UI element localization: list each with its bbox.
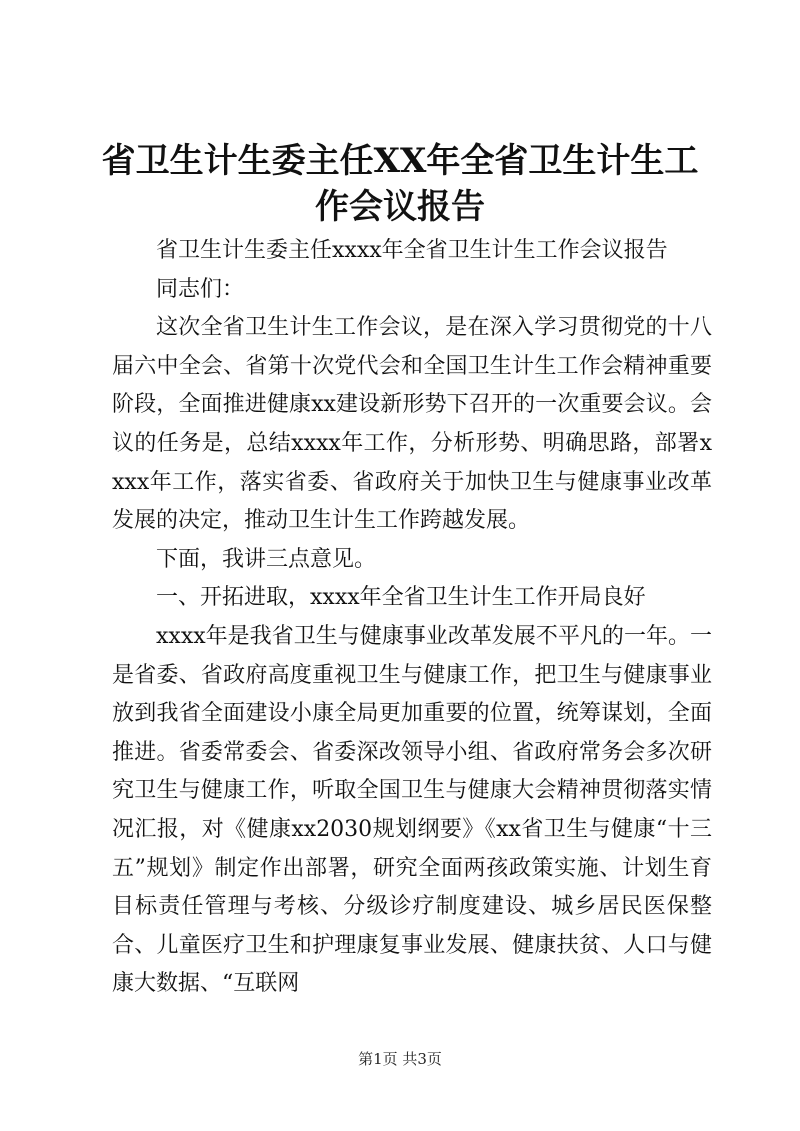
- paragraph-subtitle: 省卫生计生委主任xxxx年全省卫生计生工作会议报告: [156, 238, 668, 263]
- paragraph-salutation: 同志们：: [156, 276, 245, 302]
- document-body: [112, 232, 712, 1004]
- section-heading-one: 一、开拓进取，xxxx年全省卫生计生工作开局良好: [156, 585, 646, 611]
- page-footer: 第1页 共3页: [358, 1050, 442, 1068]
- paragraph-intro: 这次全省卫生计生工作会议，是在深入学习贯彻党的十八届六中全会、省第十次党代会和全国卫生计生工作会精神重要阶段，全面推进健康xx建设新形势下召开的一次重要会议。会议的任务是，总结xxxx年工作，分析形势、明确思路，部署xxxx年工作，落实省委、省政府关于加快卫生与健康事业改革发展的决定，推动卫生计生工作跨越发展。: [112, 315, 712, 534]
- document-title: 省卫生计生委主任XX年全省卫生计生工作会议报告: [101, 141, 699, 227]
- paragraph-outline: 下面，我讲三点意见。: [156, 546, 377, 572]
- paragraph-section-one: xxxx年是我省卫生与健康事业改革发展不平凡的一年。一是省委、省政府高度重视卫生与健康工作，把卫生与健康事业放到我省全面建设小康全局更加重要的位置，统筹谋划，全面推进。省委常委会、省委深改领导小组、省政府常务会多次研究卫生与健康工作，听取全国卫生与健康大会精神贯彻落实情况汇报，对《健康xx2030规划纲要》《xx省卫生与健康“十三五”规划》制定作出部署，研究全面两孩政策实施、计划生育目标责任管理与考核、分级诊疗制度建设、城乡居民医保整合、儿童医疗卫生和护理康复事业发展、健康扶贫、人口与健康大数据、“互联网: [112, 623, 712, 997]
